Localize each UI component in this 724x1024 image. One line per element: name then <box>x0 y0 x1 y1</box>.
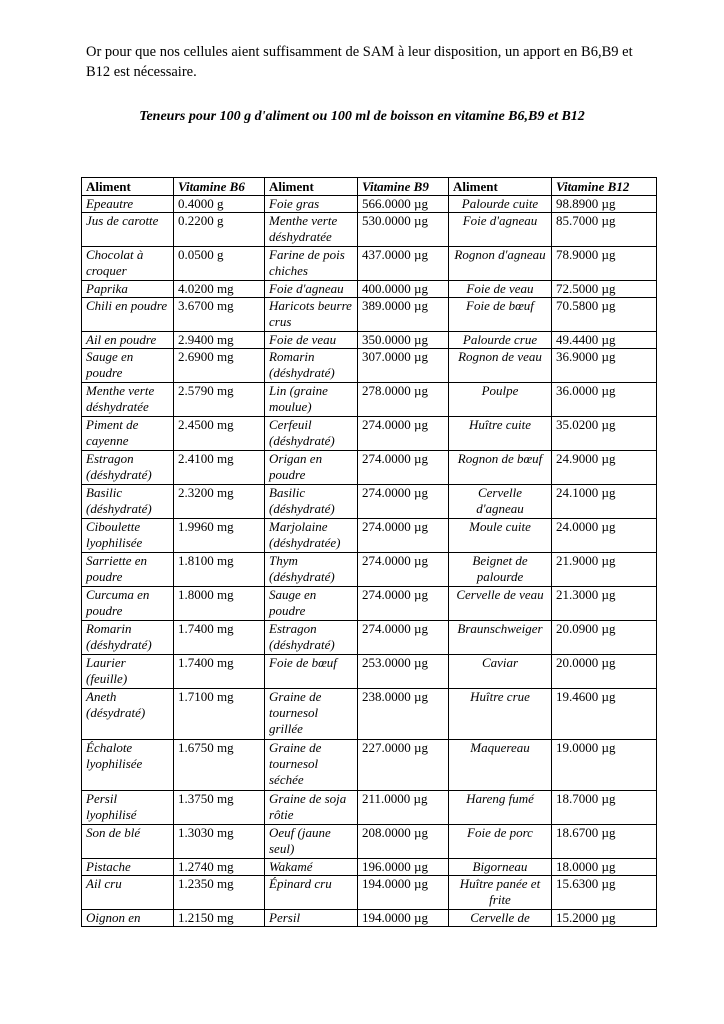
cell-value-b6: 0.4000 g <box>174 196 265 213</box>
cell-food-b9: Épinard cru <box>265 876 358 910</box>
vitamin-table <box>81 177 657 927</box>
cell-food-b9: Foie de veau <box>265 332 358 349</box>
cell-food-b6: Laurier (feuille) <box>82 655 174 689</box>
table-row <box>82 689 657 740</box>
cell-value-b12: 18.7000 µg <box>552 791 657 825</box>
cell-value-b12: 70.5800 µg <box>552 298 657 332</box>
cell-food-b9: Graine de tournesol séchée <box>265 740 358 791</box>
cell-value-b6: 2.5790 mg <box>174 383 265 417</box>
cell-value-b12: 98.8900 µg <box>552 196 657 213</box>
cell-food-b9: Haricots beurre crus <box>265 298 358 332</box>
cell-food-b12: Huître crue <box>449 689 552 740</box>
cell-food-b9: Origan en poudre <box>265 451 358 485</box>
cell-value-b6: 1.2740 mg <box>174 859 265 876</box>
cell-food-b12: Cervelle de veau <box>449 587 552 621</box>
cell-value-b12: 18.6700 µg <box>552 825 657 859</box>
table-row <box>82 213 657 247</box>
cell-food-b6: Epeautre <box>82 196 174 213</box>
cell-food-b6: Ciboulette lyophilisée <box>82 519 174 553</box>
cell-value-b12: 78.9000 µg <box>552 247 657 281</box>
table-row <box>82 791 657 825</box>
cell-value-b12: 19.4600 µg <box>552 689 657 740</box>
cell-food-b6: Chocolat à croquer <box>82 247 174 281</box>
cell-food-b6: Sarriette en poudre <box>82 553 174 587</box>
header-aliment-b6: Aliment <box>82 178 174 196</box>
cell-value-b6: 2.6900 mg <box>174 349 265 383</box>
cell-value-b9: 274.0000 µg <box>358 417 449 451</box>
cell-value-b12: 15.6300 µg <box>552 876 657 910</box>
table-row <box>82 451 657 485</box>
cell-value-b9: 278.0000 µg <box>358 383 449 417</box>
table-row <box>82 553 657 587</box>
cell-value-b12: 24.0000 µg <box>552 519 657 553</box>
cell-value-b6: 1.8000 mg <box>174 587 265 621</box>
table-row <box>82 859 657 876</box>
cell-food-b12: Palourde cuite <box>449 196 552 213</box>
header-vitamine-b12: Vitamine B12 <box>552 178 657 196</box>
table-row <box>82 383 657 417</box>
cell-value-b9: 274.0000 µg <box>358 621 449 655</box>
cell-value-b6: 2.4500 mg <box>174 417 265 451</box>
cell-food-b12: Foie de porc <box>449 825 552 859</box>
cell-value-b12: 85.7000 µg <box>552 213 657 247</box>
cell-food-b6: Menthe verte déshydratée <box>82 383 174 417</box>
cell-food-b9: Persil <box>265 910 358 927</box>
header-vitamine-b6: Vitamine B6 <box>174 178 265 196</box>
cell-value-b12: 36.0000 µg <box>552 383 657 417</box>
cell-value-b6: 1.8100 mg <box>174 553 265 587</box>
table-row <box>82 281 657 298</box>
cell-food-b9: Thym (déshydraté) <box>265 553 358 587</box>
cell-food-b12: Poulpe <box>449 383 552 417</box>
cell-food-b9: Graine de soja rôtie <box>265 791 358 825</box>
cell-food-b6: Ail cru <box>82 876 174 910</box>
cell-value-b9: 274.0000 µg <box>358 553 449 587</box>
cell-food-b9: Romarin (déshydraté) <box>265 349 358 383</box>
cell-value-b6: 1.3750 mg <box>174 791 265 825</box>
table-row <box>82 247 657 281</box>
cell-food-b12: Palourde crue <box>449 332 552 349</box>
cell-food-b6: Curcuma en poudre <box>82 587 174 621</box>
cell-value-b6: 2.3200 mg <box>174 485 265 519</box>
cell-food-b9: Farine de pois chiches <box>265 247 358 281</box>
cell-food-b9: Graine de tournesol grillée <box>265 689 358 740</box>
cell-food-b6: Romarin (déshydraté) <box>82 621 174 655</box>
cell-food-b12: Bigorneau <box>449 859 552 876</box>
cell-value-b9: 194.0000 µg <box>358 876 449 910</box>
cell-food-b12: Cervelle d'agneau <box>449 485 552 519</box>
intro-paragraph: Or pour que nos cellules aient suffisamment de SAM à leur disposition, un apport en B6,B9 et B12 est nécessaire. <box>86 44 633 80</box>
cell-value-b6: 2.4100 mg <box>174 451 265 485</box>
table-row <box>82 196 657 213</box>
table-row <box>82 485 657 519</box>
table-row <box>82 910 657 927</box>
cell-value-b12: 15.2000 µg <box>552 910 657 927</box>
cell-value-b9: 400.0000 µg <box>358 281 449 298</box>
cell-value-b6: 1.6750 mg <box>174 740 265 791</box>
cell-food-b12: Foie d'agneau <box>449 213 552 247</box>
cell-food-b6: Pistache <box>82 859 174 876</box>
table-row <box>82 655 657 689</box>
cell-value-b9: 238.0000 µg <box>358 689 449 740</box>
cell-food-b9: Sauge en poudre <box>265 587 358 621</box>
table-caption: Teneurs pour 100 g d'aliment ou 100 ml de boisson en vitamine B6,B9 et B12 <box>139 109 585 124</box>
cell-food-b6: Oignon en <box>82 910 174 927</box>
cell-food-b12: Hareng fumé <box>449 791 552 825</box>
cell-value-b12: 49.4400 µg <box>552 332 657 349</box>
cell-food-b12: Foie de bœuf <box>449 298 552 332</box>
table-row <box>82 740 657 791</box>
cell-value-b12: 24.9000 µg <box>552 451 657 485</box>
cell-value-b6: 1.2350 mg <box>174 876 265 910</box>
cell-value-b6: 1.9960 mg <box>174 519 265 553</box>
cell-food-b6: Basilic (déshydraté) <box>82 485 174 519</box>
cell-food-b12: Rognon d'agneau <box>449 247 552 281</box>
cell-food-b12: Huître panée et frite <box>449 876 552 910</box>
table-body <box>82 196 657 927</box>
table-row <box>82 587 657 621</box>
table-row <box>82 332 657 349</box>
header-aliment-b12: Aliment <box>449 178 552 196</box>
cell-value-b9: 253.0000 µg <box>358 655 449 689</box>
table-row <box>82 298 657 332</box>
cell-food-b9: Cerfeuil (déshydraté) <box>265 417 358 451</box>
cell-food-b9: Foie d'agneau <box>265 281 358 298</box>
cell-value-b9: 196.0000 µg <box>358 859 449 876</box>
cell-value-b9: 208.0000 µg <box>358 825 449 859</box>
cell-value-b9: 274.0000 µg <box>358 451 449 485</box>
header-vitamine-b9: Vitamine B9 <box>358 178 449 196</box>
cell-value-b6: 1.7100 mg <box>174 689 265 740</box>
cell-food-b12: Cervelle de <box>449 910 552 927</box>
cell-food-b6: Paprika <box>82 281 174 298</box>
cell-value-b6: 1.2150 mg <box>174 910 265 927</box>
table-row <box>82 621 657 655</box>
cell-food-b9: Wakamé <box>265 859 358 876</box>
cell-food-b6: Jus de carotte <box>82 213 174 247</box>
cell-value-b9: 211.0000 µg <box>358 791 449 825</box>
cell-food-b9: Foie gras <box>265 196 358 213</box>
table-row <box>82 519 657 553</box>
cell-value-b9: 437.0000 µg <box>358 247 449 281</box>
cell-food-b12: Moule cuite <box>449 519 552 553</box>
cell-food-b12: Huître cuite <box>449 417 552 451</box>
cell-food-b9: Oeuf (jaune seul) <box>265 825 358 859</box>
cell-value-b6: 0.2200 g <box>174 213 265 247</box>
cell-value-b12: 72.5000 µg <box>552 281 657 298</box>
cell-value-b9: 274.0000 µg <box>358 587 449 621</box>
cell-value-b12: 19.0000 µg <box>552 740 657 791</box>
cell-value-b12: 18.0000 µg <box>552 859 657 876</box>
cell-value-b12: 35.0200 µg <box>552 417 657 451</box>
cell-food-b9: Lin (graine moulue) <box>265 383 358 417</box>
cell-food-b12: Caviar <box>449 655 552 689</box>
cell-food-b6: Piment de cayenne <box>82 417 174 451</box>
cell-value-b12: 21.9000 µg <box>552 553 657 587</box>
cell-food-b12: Rognon de veau <box>449 349 552 383</box>
table-row <box>82 417 657 451</box>
table-header-row <box>82 178 657 196</box>
cell-value-b9: 350.0000 µg <box>358 332 449 349</box>
table-row <box>82 349 657 383</box>
cell-food-b6: Persil lyophilisé <box>82 791 174 825</box>
cell-food-b12: Braunschweiger <box>449 621 552 655</box>
cell-value-b12: 20.0900 µg <box>552 621 657 655</box>
cell-value-b12: 20.0000 µg <box>552 655 657 689</box>
cell-value-b9: 274.0000 µg <box>358 519 449 553</box>
cell-food-b9: Foie de bœuf <box>265 655 358 689</box>
cell-value-b6: 0.0500 g <box>174 247 265 281</box>
cell-value-b6: 1.7400 mg <box>174 621 265 655</box>
cell-food-b9: Menthe verte déshydratée <box>265 213 358 247</box>
cell-food-b6: Estragon (déshydraté) <box>82 451 174 485</box>
cell-food-b6: Aneth (désydraté) <box>82 689 174 740</box>
cell-value-b6: 1.3030 mg <box>174 825 265 859</box>
cell-value-b9: 227.0000 µg <box>358 740 449 791</box>
cell-value-b12: 36.9000 µg <box>552 349 657 383</box>
cell-value-b9: 307.0000 µg <box>358 349 449 383</box>
cell-value-b9: 274.0000 µg <box>358 485 449 519</box>
cell-food-b9: Basilic (déshydraté) <box>265 485 358 519</box>
cell-value-b9: 194.0000 µg <box>358 910 449 927</box>
cell-food-b6: Son de blé <box>82 825 174 859</box>
cell-value-b9: 389.0000 µg <box>358 298 449 332</box>
table-row <box>82 876 657 910</box>
cell-food-b6: Échalote lyophilisée <box>82 740 174 791</box>
cell-value-b6: 2.9400 mg <box>174 332 265 349</box>
cell-value-b12: 24.1000 µg <box>552 485 657 519</box>
header-aliment-b9: Aliment <box>265 178 358 196</box>
cell-food-b12: Rognon de bœuf <box>449 451 552 485</box>
cell-food-b6: Ail en poudre <box>82 332 174 349</box>
cell-value-b12: 21.3000 µg <box>552 587 657 621</box>
cell-food-b9: Estragon (déshydraté) <box>265 621 358 655</box>
cell-value-b6: 4.0200 mg <box>174 281 265 298</box>
cell-value-b6: 1.7400 mg <box>174 655 265 689</box>
cell-food-b6: Chili en poudre <box>82 298 174 332</box>
cell-food-b9: Marjolaine (déshydratée) <box>265 519 358 553</box>
cell-value-b9: 530.0000 µg <box>358 213 449 247</box>
cell-food-b12: Foie de veau <box>449 281 552 298</box>
cell-value-b6: 3.6700 mg <box>174 298 265 332</box>
cell-food-b6: Sauge en poudre <box>82 349 174 383</box>
cell-food-b12: Beignet de palourde <box>449 553 552 587</box>
table-row <box>82 825 657 859</box>
cell-value-b9: 566.0000 µg <box>358 196 449 213</box>
cell-food-b12: Maquereau <box>449 740 552 791</box>
